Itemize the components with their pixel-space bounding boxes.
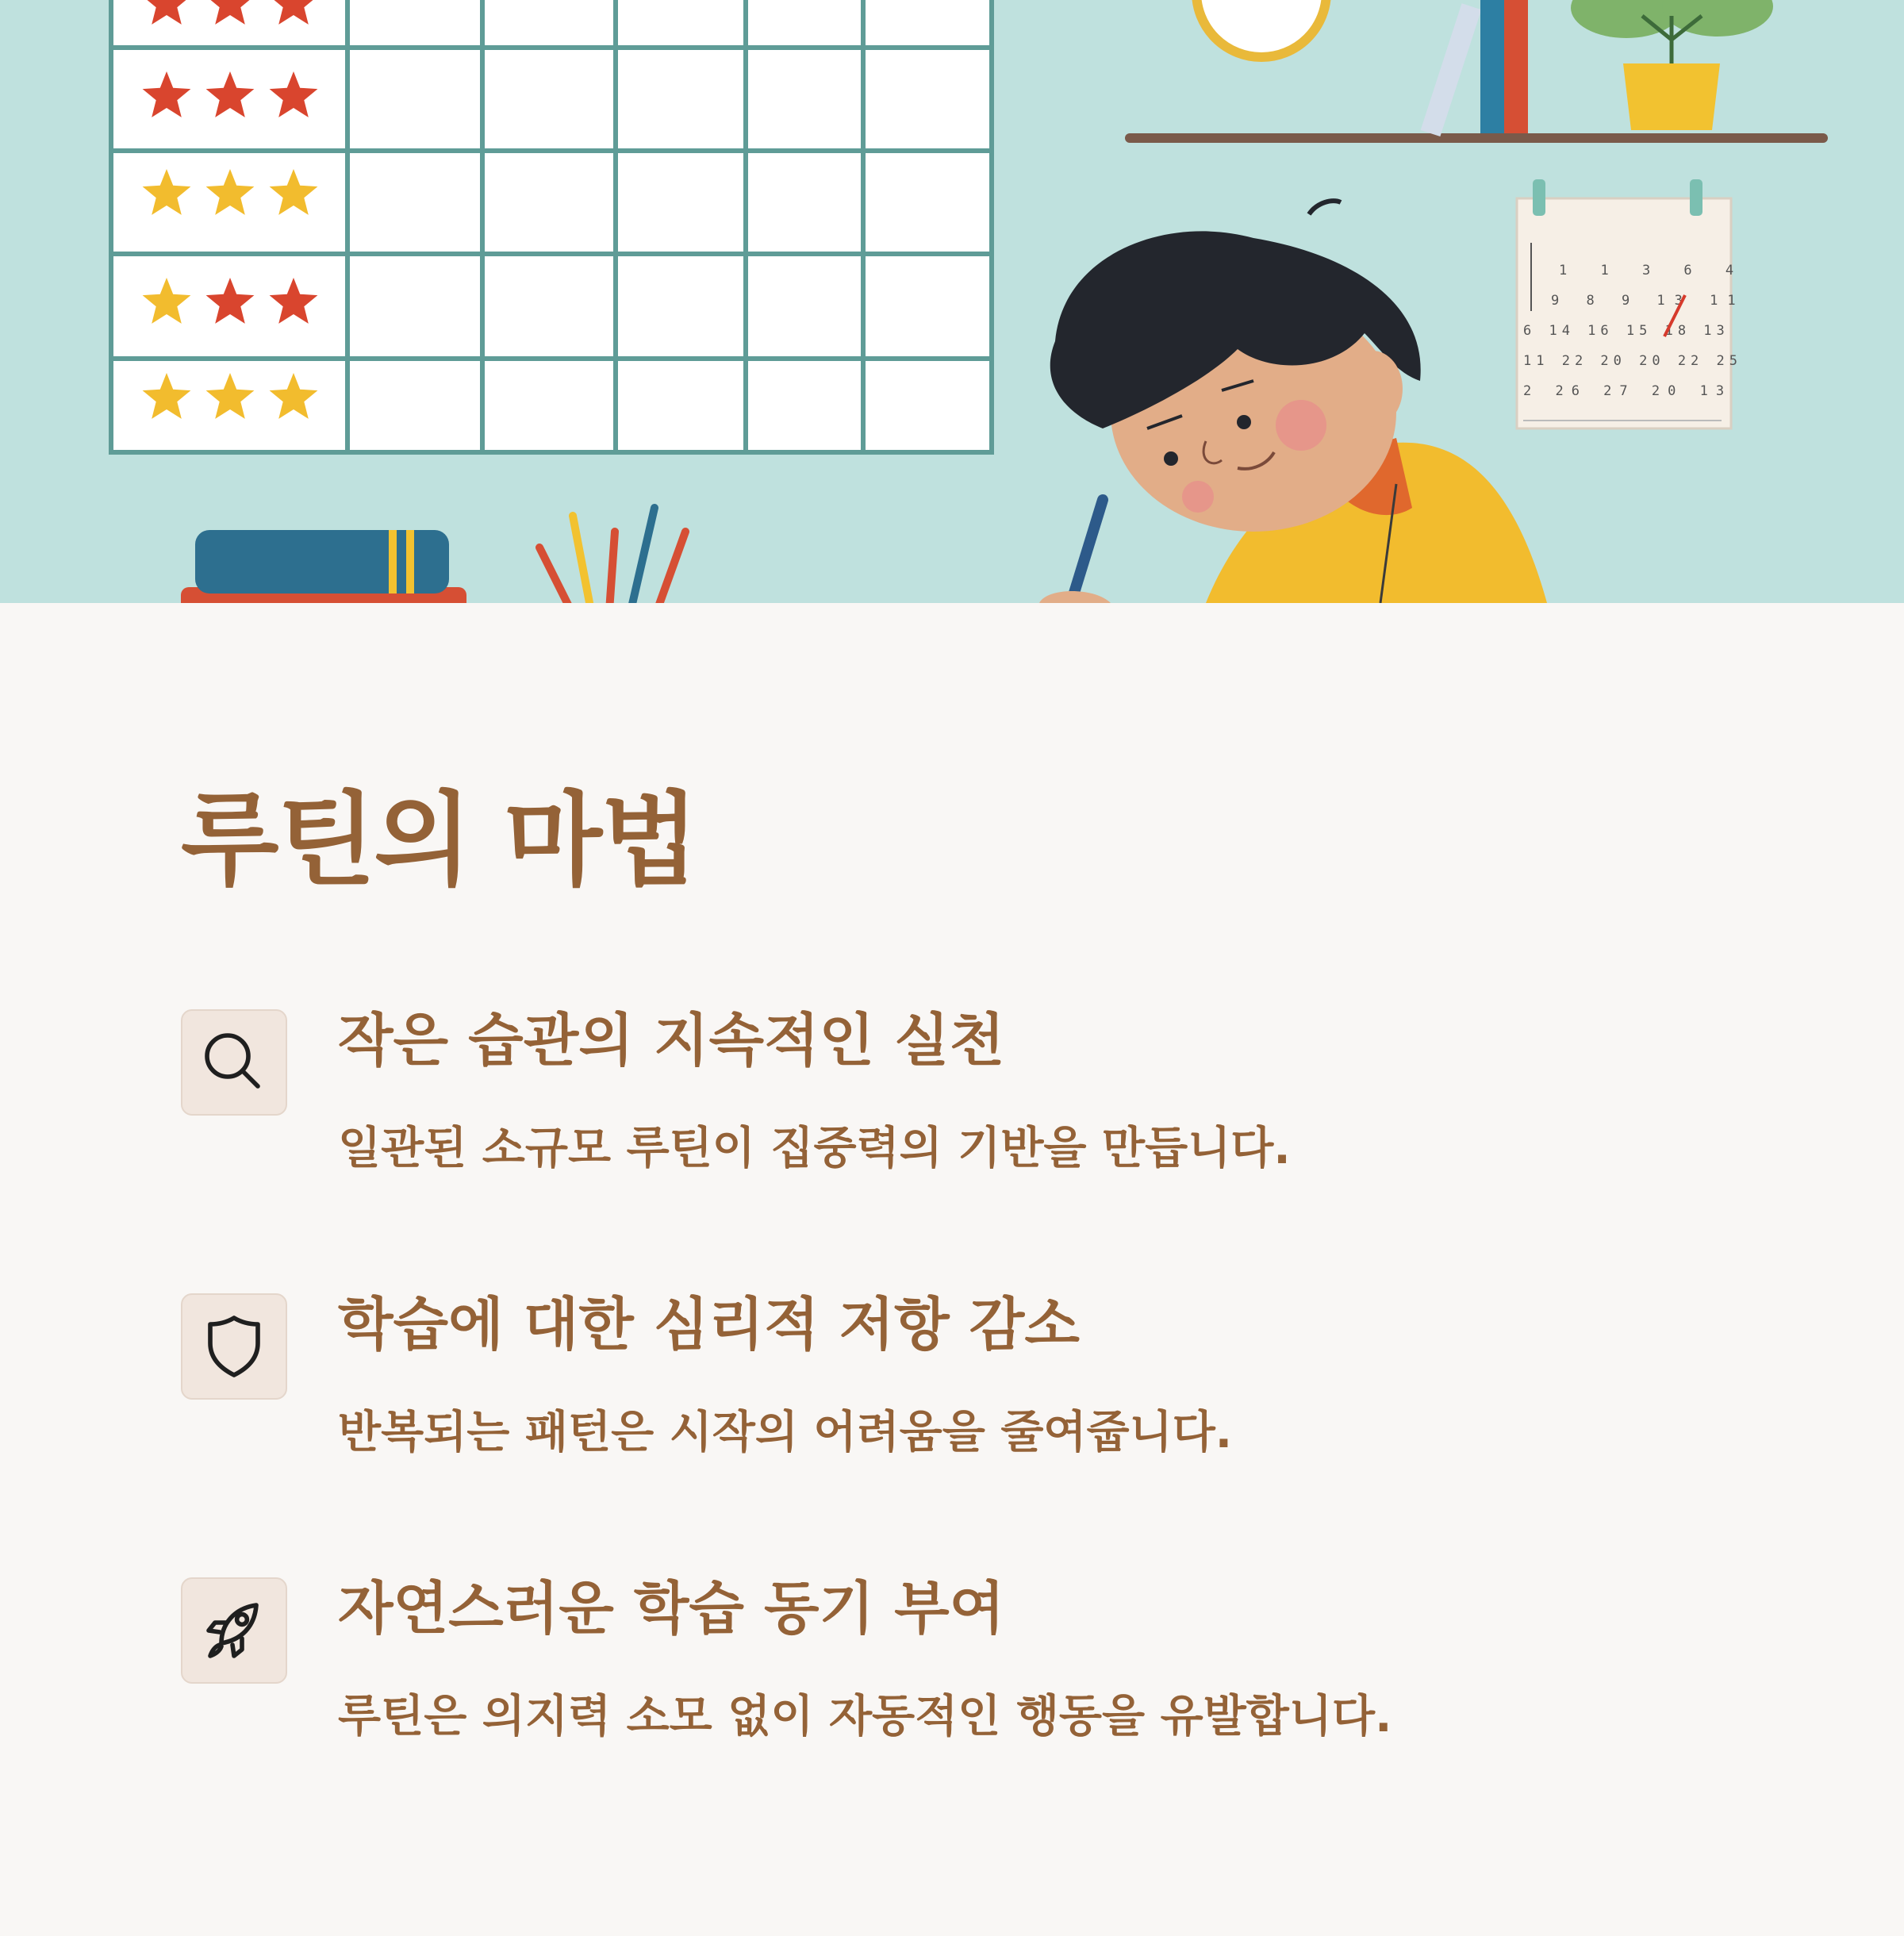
feature-item xyxy=(181,1009,1768,1184)
page-title: 루틴의 마법 xyxy=(181,782,697,900)
rocket-icon xyxy=(181,1577,287,1684)
svg-text:2 26 27 20 13: 2 26 27 20 13 xyxy=(1523,383,1733,399)
book-stack xyxy=(181,530,466,603)
wall-shelf xyxy=(1125,133,1828,143)
feature-description: 루틴은 의지력 소모 없이 자동적인 행동을 유발합니다. xyxy=(338,1691,1392,1742)
feature-title: 자연스러운 학습 동기 부여 xyxy=(338,1575,1005,1642)
feature-title: 작은 습관의 지속적인 실천 xyxy=(338,1007,1005,1074)
wall-calendar xyxy=(1517,179,1746,428)
svg-text:6 14 16 15 18 13: 6 14 16 15 18 13 xyxy=(1523,323,1729,339)
svg-text:1 1 3 6 4: 1 1 3 6 4 xyxy=(1559,263,1747,278)
content-section xyxy=(0,603,1904,1936)
feature-item xyxy=(181,1293,1768,1468)
feature-description: 일관된 소규모 루틴이 집중력의 기반을 만듭니다. xyxy=(338,1123,1291,1174)
star-chart xyxy=(111,0,992,452)
svg-text:11 22 20 20 22 25: 11 22 20 20 22 25 xyxy=(1523,353,1742,369)
svg-text:9 8 9 13 11: 9 8 9 13 11 xyxy=(1551,293,1745,309)
search-icon xyxy=(181,1009,287,1116)
shield-icon xyxy=(181,1293,287,1400)
feature-description: 반복되는 패턴은 시작의 어려움을 줄여줍니다. xyxy=(338,1407,1233,1458)
feature-item xyxy=(181,1577,1768,1752)
feature-title: 학습에 대한 심리적 저항 감소 xyxy=(338,1291,1080,1358)
hero-illustration xyxy=(0,0,1904,603)
plant-pot xyxy=(1623,63,1720,130)
